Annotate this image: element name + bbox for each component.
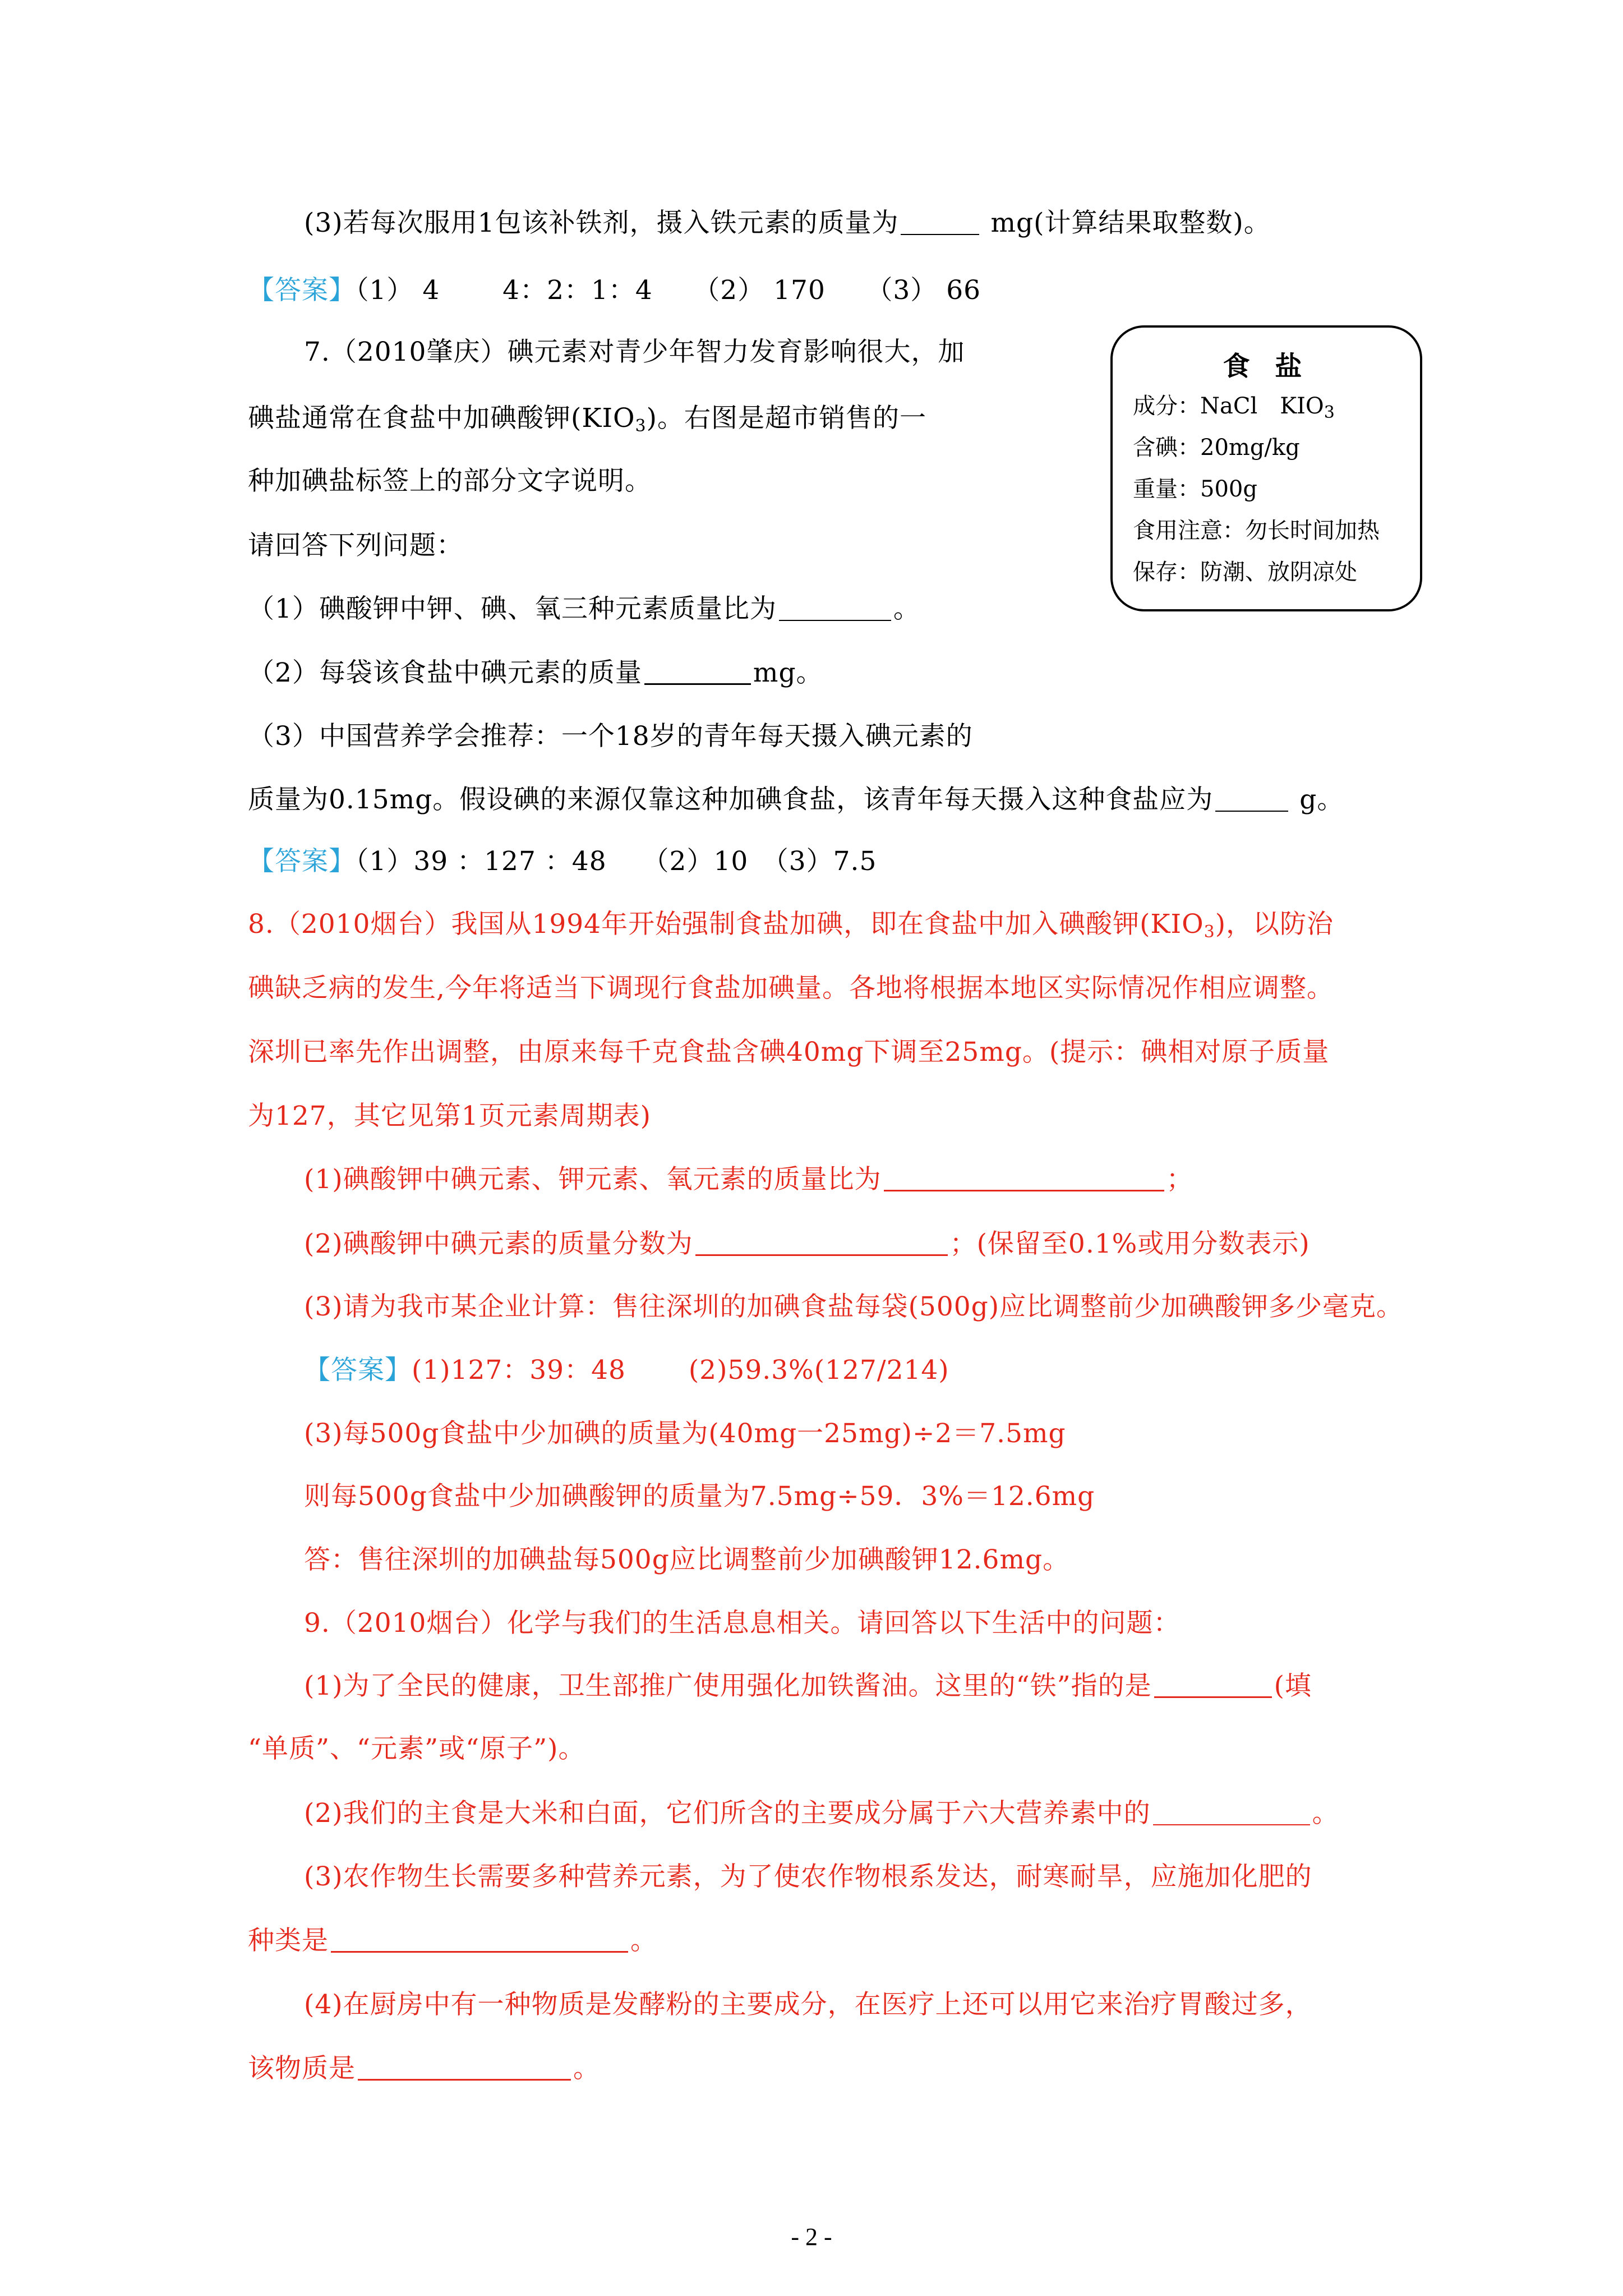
q8-line3: 深圳已率先作出调整，由原来每千克食盐含碘40mg下调至25mg。(提示：碘相对原子质量: [248, 1037, 1330, 1068]
q9-part2-tail: 。: [1312, 1798, 1339, 1829]
q7-line2-a: 碘盐通常在食盐中加碘酸钾(KIO: [248, 403, 635, 434]
salt-label-ingredients: [1133, 388, 1335, 420]
salt-label-box: [1110, 325, 1422, 611]
q8-answer-tag: 【答案】: [304, 1355, 412, 1386]
salt-label-ingredients-sub: 3: [1324, 403, 1335, 422]
q8-line1-b: )，以防治: [1215, 909, 1334, 940]
q9-part1-line: [304, 1671, 1312, 1702]
q8-answer-text: (1)127：39：48 (2)59.3%(127/214): [412, 1355, 949, 1386]
q7-part2-tail: mg。: [753, 657, 823, 688]
q7-part1-text: （1）碘酸钾中钾、碘、氧三种元素质量比为: [248, 593, 777, 624]
q7-part3-line-b: [248, 784, 1344, 816]
q8-line2: 碘缺乏病的发生,今年将适当下调现行食盐加碘量。各地将根据本地区实际情况作相应调整。: [248, 973, 1334, 1004]
q8-line4: 为127，其它见第1页元素周期表): [248, 1101, 651, 1131]
q8-part1-line: [304, 1164, 1193, 1195]
q8-part2-line: [304, 1228, 1310, 1260]
q7-line3: 种加碘盐标签上的部分文字说明。: [248, 466, 652, 496]
q9-part4-line: (4)在厨房中有一种物质是发酵粉的主要成分，在医疗上还可以用它来治疗胃酸过多，: [304, 1989, 1312, 2020]
q9-part1-blank: [1154, 1672, 1272, 1698]
salt-label-caution: 食用注意：勿长时间加热: [1133, 518, 1380, 544]
q8-line1-sub: 3: [1204, 922, 1215, 942]
q8-calc2: 则每500g食盐中少加碘酸钾的质量为7.5mg÷59．3%＝12.6mg: [304, 1481, 1095, 1512]
q8-part2-blank: [695, 1230, 948, 1256]
q7-line2-sub: 3: [635, 416, 647, 436]
q8-line1: [248, 909, 1334, 940]
salt-label-title: 食 盐: [1223, 351, 1310, 382]
q9-part1-tail: (填: [1274, 1671, 1312, 1701]
page-number: - 2 -: [791, 2223, 832, 2251]
q9-part2-blank: [1153, 1800, 1310, 1825]
q7-part3-line-a: （3）中国营养学会推荐：一个18岁的青年每天摄入碘元素的: [248, 721, 973, 752]
q7-answer-text: （1）39 ：127 ：48 （2）10 （3）7.5: [356, 846, 877, 877]
q9-part4-line-b: [248, 2053, 600, 2085]
q8-part2-tail: ；(保留至0.1%或用分数表示): [949, 1228, 1310, 1259]
q9-part4-blank: [358, 2054, 571, 2081]
q6-part3-blank: [901, 209, 979, 235]
q8-part1-blank: [884, 1165, 1164, 1191]
salt-label-iodine: 含碘：20mg/kg: [1133, 435, 1300, 461]
q8-calc1: (3)每500g食盐中少加碘的质量为(40mg一25mg)÷2＝7.5mg: [304, 1418, 1066, 1449]
q9-part4-tail: 。: [573, 2053, 600, 2084]
q8-answer-line: [304, 1355, 949, 1386]
q9-part3-text: 种类是: [248, 1925, 329, 1956]
q7-line2: [248, 403, 926, 434]
q7-part2-text: （2）每袋该食盐中碘元素的质量: [248, 657, 642, 688]
q9-part3-tail: 。: [630, 1925, 657, 1956]
q7-line1: 7.（2010肇庆）碘元素对青少年智力发育影响很大，加: [304, 337, 965, 367]
q7-part2-line: [248, 657, 823, 689]
q9-part3-blank: [331, 1926, 628, 1953]
q9-part2-text: (2)我们的主食是大米和白面，它们所含的主要成分属于六大营养素中的: [304, 1798, 1151, 1829]
q9-part4-text: 该物质是: [248, 2053, 356, 2084]
q8-line1-a: 8.（2010烟台）我国从1994年开始强制食盐加碘，即在食盐中加入碘酸钾(KIO: [248, 909, 1204, 940]
q9-part3-line: (3)农作物生长需要多种营养元素，为了使农作物根系发达，耐寒耐旱，应施加化肥的: [304, 1861, 1312, 1892]
q9-part3-line-b: [248, 1925, 657, 1957]
q7-line2-b: )。右图是超市销售的一: [646, 403, 926, 434]
salt-label-weight: 重量：500g: [1133, 476, 1257, 502]
q7-part3-blank: [1215, 786, 1288, 812]
q7-part2-blank: [644, 659, 751, 685]
q7-answer-tag: 【答案】: [248, 846, 356, 877]
q7-answer-line: [248, 846, 877, 877]
q7-part3-tail: g。: [1299, 784, 1344, 815]
salt-label-storage: 保存：防潮、放阴凉处: [1133, 559, 1357, 585]
q6-part3-text: (3)若每次服用1包该补铁剂，摄入铁元素的质量为: [304, 208, 899, 238]
q7-part1-line: [248, 593, 920, 625]
q9-part2-line: [304, 1798, 1339, 1829]
q6-answer-tag: 【答案】: [248, 275, 356, 306]
q9-line1: 9.（2010烟台）化学与我们的生活息息相关。请回答以下生活中的问题：: [304, 1608, 1181, 1639]
q6-answer-line: [248, 275, 981, 306]
q9-part1-line-b: “单质”、“元素”或“原子”)。: [248, 1733, 585, 1764]
q9-part1-text: (1)为了全民的健康，卫生部推广使用强化加铁酱油。这里的“铁”指的是: [304, 1671, 1152, 1701]
q7-part1-tail: 。: [893, 593, 920, 624]
q8-part1-tail: ；: [1166, 1164, 1193, 1195]
q7-line4: 请回答下列问题：: [248, 530, 463, 561]
q6-answer-text: （1） 4 4：2：1：4 （2） 170 （3） 66: [356, 275, 981, 306]
q8-part2-text: (2)碘酸钾中碘元素的质量分数为: [304, 1228, 693, 1259]
q8-conclusion: 答：售往深圳的加碘盐每500g应比调整前少加碘酸钾12.6mg。: [304, 1544, 1070, 1575]
q6-part3-tail: mg(计算结果取整数)。: [990, 208, 1271, 238]
q8-part1-text: (1)碘酸钾中碘元素、钾元素、氧元素的质量比为: [304, 1164, 882, 1195]
q7-part3-text: 质量为0.15mg。假设碘的来源仅靠这种加碘食盐，该青年每天摄入这种食盐应为: [248, 784, 1214, 815]
salt-label-ingredients-text: 成分：NaCl KIO: [1133, 393, 1324, 419]
q8-part3-line: (3)请为我市某企业计算：售往深圳的加碘食盐每袋(500g)应比调整前少加碘酸钾多少毫克。: [304, 1291, 1404, 1322]
q7-part1-blank: [779, 595, 891, 621]
q6-part3-line: [304, 208, 1271, 239]
